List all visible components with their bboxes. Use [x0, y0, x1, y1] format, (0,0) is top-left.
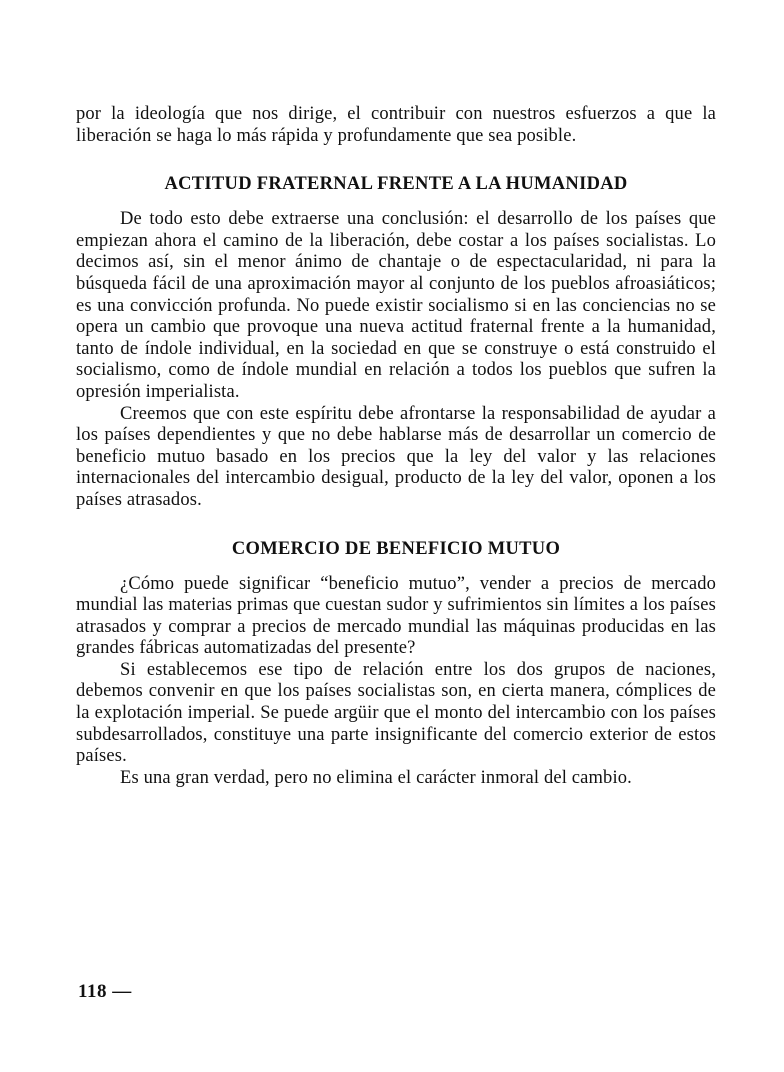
- body-paragraph: ¿Cómo puede significar “beneficio mutuo”, vender a precios de mercado mundial las materias primas que cuestan sudor y sufrimientos sin límites a los países atrasados y comprar a precios de mercado mundial las máquinas producidas en las grandes fábricas automatizadas del presente?: [76, 573, 716, 659]
- intro-paragraph: por la ideología que nos dirige, el contribuir con nuestros esfuerzos a que la liberación se haga lo más rápida y profundamente que sea posible.: [76, 104, 716, 146]
- body-paragraph: Si establecemos ese tipo de relación entre los dos grupos de naciones, debemos convenir en que los países socialistas son, en cierta manera, cómplices de la explotación imperial. Se puede argüir que el monto del intercambio con los países subdesarrollados, constituye una parte insignificante del comercio exterior de estos países.: [76, 659, 716, 767]
- body-paragraph: De todo esto debe extraerse una conclusión: el desarrollo de los países que empiezan ahora el camino de la liberación, debe costar a los países socialistas. Lo decimos así, sin el menor ánimo de chantaje o de espectacularidad, ni para la búsqueda fácil de una aproximación mayor al conjunto de los pueblos afroasiáticos; es una convicción profunda. No puede existir socialismo si en las conciencias no se opera un cambio que provoque una nueva actitud fraternal frente a la humanidad, tanto de índole individual, en la sociedad en que se construye o está construido el socialismo, como de índole mundial en relación a todos los pueblos que sufren la opresión imperialista.: [76, 209, 716, 402]
- body-paragraph: Creemos que con este espíritu debe afrontarse la responsabilidad de ayudar a los países dependientes y que no debe hablarse más de desarrollar un comercio de beneficio mutuo basado en los precios que la ley del valor y las relaciones internacionales del intercambio desigual, producto de la ley del valor, oponen a los países atrasados.: [76, 403, 716, 510]
- page-body: [76, 104, 716, 789]
- section-heading-comercio-beneficio: COMERCIO DE BENEFICIO MUTUO: [231, 538, 561, 559]
- section-heading-actitud-fraternal: ACTITUD FRATERNAL FRENTE A LA HUMANIDAD: [164, 174, 628, 195]
- page-number: 118 —: [78, 981, 132, 1002]
- body-paragraph: Es una gran verdad, pero no elimina el carácter inmoral del cambio.: [120, 767, 632, 788]
